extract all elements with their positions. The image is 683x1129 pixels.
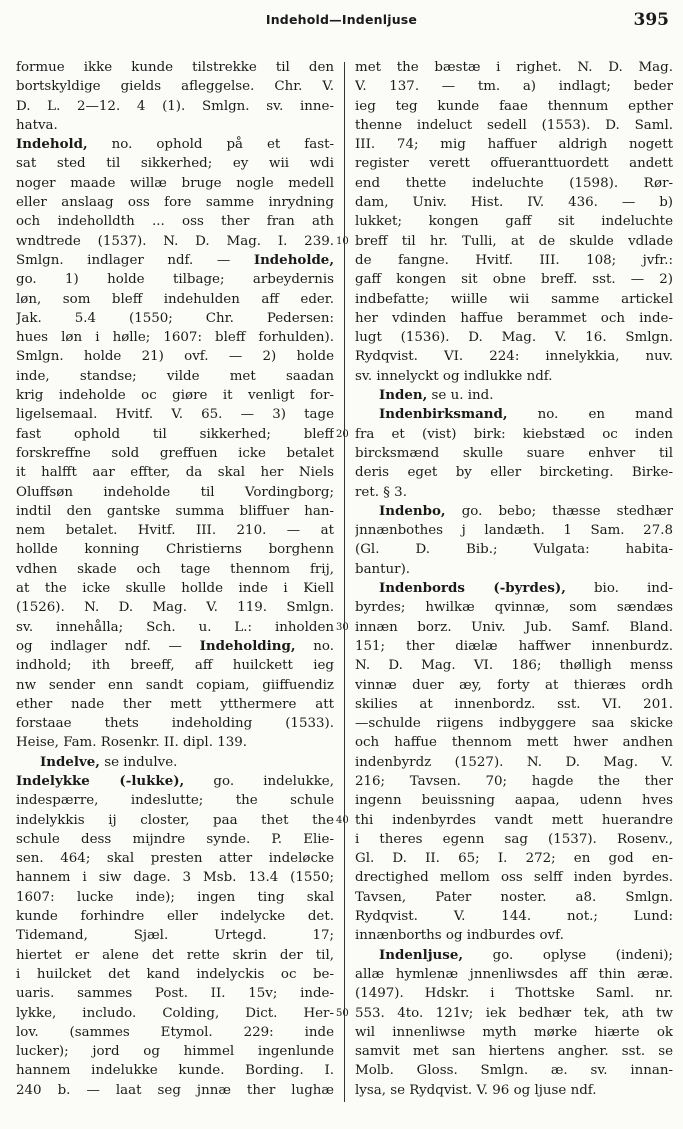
text-line [355, 830, 673, 849]
line-text: hollde konning Christierns borghenn [16, 542, 334, 558]
text-line [355, 868, 673, 887]
text-line [355, 907, 673, 926]
line-text: Smlgn. indlager ndf. — [16, 252, 254, 268]
line-text: 553. 4to. 121v; iek bedhær tek, ath tw [355, 1005, 673, 1021]
text-line [16, 946, 334, 965]
line-text: lucker); jord og himmel ingenlunde [16, 1044, 334, 1060]
text-line [16, 868, 334, 887]
text-line [16, 1042, 334, 1061]
line-text: met the bæstæ i righet. N. D. Mag. [355, 60, 673, 75]
page-number: 395 [633, 10, 669, 30]
text-line [16, 637, 334, 656]
line-text: de fangne. Hvitf. III. 108; jvfr.: [355, 252, 673, 268]
text-line [16, 463, 334, 482]
text-line [16, 579, 334, 598]
headword: Indelykke (-lukke), [16, 772, 185, 789]
text-line [355, 212, 673, 231]
line-text: inde, standse; vilde met saadan [16, 368, 334, 384]
text-line [355, 714, 673, 733]
line-text: allæ hymlenæ jnnenliwsdes aff thin æræ. [355, 966, 673, 982]
text-line [16, 270, 334, 289]
text-line [16, 618, 334, 637]
text-line [16, 212, 334, 231]
line-text: innæn borz. Univ. Jub. Samf. Bland. [355, 619, 673, 635]
text-line [355, 753, 673, 772]
text-line [355, 425, 673, 444]
text-line [355, 116, 673, 135]
line-text: go. indelukke, [184, 773, 334, 789]
text-line [16, 753, 334, 772]
line-text: wil innenliwse myth mørke hiærte ok [355, 1024, 673, 1040]
text-line [16, 714, 334, 733]
line-text: innænborths og indburdes ovf. [355, 928, 564, 944]
text-line [355, 367, 673, 386]
text-line [355, 984, 673, 1003]
text-line [355, 174, 673, 193]
line-text: drectighed mellom oss selff inden byrdes. [355, 870, 673, 886]
text-line [16, 811, 334, 830]
text-line [16, 907, 334, 926]
text-line [16, 251, 334, 270]
headword: Indenbirksmand, [379, 406, 508, 423]
text-line [355, 521, 673, 540]
line-text: ether nade ther mett ytthermere att [16, 696, 334, 712]
line-text: schule dess mijndre synde. P. Elie- [16, 831, 334, 847]
text-line [16, 58, 334, 77]
text-line [355, 772, 673, 791]
text-line [16, 483, 334, 502]
line-text: indenbyrdz (1527). N. D. Mag. V. [355, 754, 673, 770]
line-text: Jak. 5.4 (1550; Chr. Pedersen: [16, 310, 334, 326]
text-line [355, 270, 673, 289]
line-text: no. [295, 638, 334, 654]
line-text: (Gl. D. Bib.; Vulgata: habita- [355, 542, 673, 558]
line-text: bircksmænd skulle suare enhver til [355, 445, 673, 461]
line-text: thenne indeluct sedell (1553). D. Saml. [355, 117, 673, 133]
line-text: go. bebo; thæsse stedhær [445, 503, 673, 519]
line-text: vdhen skade och tage thennom frij, [16, 561, 334, 577]
line-text: hiertet er alene det rette skrin der til, [16, 947, 334, 963]
text-line [355, 1042, 673, 1061]
line-text: bortskyldige gields afleggelse. Chr. V. [16, 79, 334, 95]
line-text: formue ikke kunde tilstrekke til den [16, 60, 334, 75]
line-text: end thette indeluchte (1598). Rør- [355, 175, 673, 191]
right-text-column [355, 58, 673, 1100]
text-line [16, 386, 334, 405]
line-text: Rydqvist. VI. 224: innelykkia, nuv. [355, 349, 673, 365]
text-line [16, 116, 334, 135]
line-text: breff til hr. Tulli, at de skulde vdlade [355, 233, 673, 249]
text-line [355, 483, 673, 502]
line-text: no. ophold på et fast- [87, 137, 334, 153]
line-text: se u. ind. [427, 388, 494, 404]
headword: Indenbo, [379, 502, 446, 519]
text-line [355, 965, 673, 984]
text-line [16, 540, 334, 559]
text-line [355, 97, 673, 116]
line-text: fast ophold til sikkerhed; bleff [16, 426, 334, 442]
text-line [355, 540, 673, 559]
headword: Indelve, [40, 753, 100, 770]
line-text: at the icke skulle hollde inde i Kiell [16, 581, 334, 597]
text-line [355, 58, 673, 77]
line-text: V. 137. — tm. a) indlagt; beder [355, 79, 673, 95]
line-text: lov. (sammes Etymol. 229: inde [16, 1024, 334, 1040]
line-text: og indlager ndf. — [16, 638, 200, 654]
text-line [355, 328, 673, 347]
text-line [355, 347, 673, 366]
text-line [355, 232, 673, 251]
line-number: 40 [336, 815, 349, 826]
text-line [16, 1023, 334, 1042]
text-line [16, 174, 334, 193]
text-line [355, 791, 673, 810]
line-text: N. D. Mag. VI. 186; thølligh menss [355, 658, 673, 674]
line-text: sv. innelyckt og indlukke ndf. [355, 368, 553, 384]
text-line [355, 444, 673, 463]
text-line [355, 926, 673, 945]
line-text: byrdes; hwilkæ qvinnæ, som sændæs [355, 600, 673, 616]
line-text: Gl. D. II. 65; I. 272; en god en- [355, 851, 673, 867]
line-text: ligelsemaal. Hvitf. V. 65. — 3) tage [16, 407, 334, 423]
text-line [355, 405, 673, 424]
line-text: sv. innehålla; Sch. u. L.: inholden [16, 619, 334, 635]
text-line [16, 656, 334, 675]
text-line [16, 97, 334, 116]
text-line [355, 290, 673, 309]
running-title: Indehold—Indenljuse [265, 12, 418, 27]
line-text: thi indenbyrdes vandt mett huerandre [355, 812, 673, 828]
line-text: eller anslaag oss fore samme inrydning [16, 195, 334, 211]
text-line [16, 1081, 334, 1100]
line-text: ingenn beuissning aapaa, udenn hves [355, 793, 673, 809]
text-line [16, 830, 334, 849]
line-text: it halfft aar effter, da skal her Niels [16, 465, 334, 481]
line-number: 20 [336, 429, 349, 440]
text-line [355, 154, 673, 173]
text-line [355, 656, 673, 675]
line-text: skilies at innenbordz. sst. VI. 201. [355, 696, 673, 712]
line-text: løn, som bleff indehulden aff eder. [16, 291, 334, 307]
text-line [355, 193, 673, 212]
text-line [16, 560, 334, 579]
line-text: krig indeholde oc giøre it venligt for- [16, 388, 334, 404]
line-text: wndtrede (1537). N. D. Mag. I. 239. [16, 233, 334, 249]
text-line [355, 135, 673, 154]
line-text: lugt (1536). D. Mag. V. 16. Smlgn. [355, 330, 673, 346]
column-divider [344, 62, 345, 1102]
text-line [16, 425, 334, 444]
line-text: 240 b. — laat seg jnnæ ther lughæ [16, 1082, 334, 1098]
line-text: Molb. Gloss. Smlgn. æ. sv. innan- [355, 1063, 673, 1079]
left-text-column [16, 58, 334, 1100]
line-text: Tidemand, Sjæl. Urtegd. 17; [16, 928, 334, 944]
line-text: se indulve. [99, 754, 178, 770]
line-text: ieg teg kunde faae thennum epther [355, 98, 673, 114]
text-line [16, 676, 334, 695]
text-line [16, 347, 334, 366]
text-line [355, 77, 673, 96]
line-text: Smlgn. holde 21) ovf. — 2) holde [16, 349, 334, 365]
text-line [355, 618, 673, 637]
line-text: uaris. sammes Post. II. 15v; inde- [16, 986, 334, 1002]
text-line [16, 849, 334, 868]
line-text: D. L. 2—12. 4 (1). Smlgn. sv. inne- [16, 98, 334, 114]
line-text: Tavsen, Pater noster. a8. Smlgn. [355, 889, 673, 905]
headword: Indenljuse, [379, 946, 464, 963]
line-text: (1497). Hdskr. i Thottske Saml. nr. [355, 986, 673, 1002]
text-line [355, 811, 673, 830]
text-line [355, 676, 673, 695]
text-line [16, 232, 334, 251]
line-text: och haffue thennom mett hwer andhen [355, 735, 673, 751]
text-line [16, 598, 334, 617]
text-line [355, 733, 673, 752]
line-text: lukket; kongen gaff sit indeluchte [355, 214, 673, 230]
line-text: deris eget by eller bircketing. Birke- [355, 465, 673, 481]
line-text: bantur). [355, 561, 411, 577]
line-text: indelykkis ij closter, paa thet the [16, 812, 334, 828]
line-text: och indeholldth ... oss ther fran ath [16, 214, 334, 230]
line-text: forskreffne sold greffuen icke betalet [16, 445, 334, 461]
line-text: indespærre, indeslutte; the schule [16, 793, 334, 809]
line-text: bio. ind- [565, 581, 673, 597]
line-text: —schulde riigens indbyggere saa skicke [355, 716, 673, 732]
line-text: hannem i siw dage. 3 Msb. 13.4 (1550; [16, 870, 334, 886]
line-text: fra et (vist) birk: kiebstæd oc inden [355, 426, 673, 442]
text-line [355, 386, 673, 405]
line-text: Heise, Fam. Rosenkr. II. dipl. 139. [16, 735, 248, 751]
line-number: 10 [336, 236, 349, 247]
line-text: nem betalet. Hvitf. III. 210. — at [16, 523, 334, 539]
text-line [16, 444, 334, 463]
text-line [16, 405, 334, 424]
line-text: hatva. [16, 117, 58, 133]
text-line [355, 1081, 673, 1100]
line-text: go. oplyse (indeni); [463, 947, 673, 963]
text-line [16, 888, 334, 907]
line-text: gaff kongen sit obne breff. sst. — 2) [355, 272, 673, 288]
line-text: hannem indelukke kunde. Bording. I. [16, 1063, 334, 1079]
line-text: her vdinden haffue berammet och inde- [355, 310, 673, 326]
text-line [355, 849, 673, 868]
text-line [16, 733, 334, 752]
headword: Indeholding, [199, 637, 296, 654]
text-line [355, 579, 673, 598]
headword: Indehold, [16, 136, 88, 153]
text-line [355, 1023, 673, 1042]
line-text: 1607: lucke inde); ingen ting skal [16, 889, 334, 905]
text-line [355, 251, 673, 270]
text-line [16, 1061, 334, 1080]
line-text: i theres egenn sag (1537). Rosenv., [355, 831, 673, 847]
line-text: forstaae thets indeholding (1533). [16, 716, 334, 732]
line-text: go. 1) holde tilbage; arbeydernis [16, 272, 334, 288]
line-text: nw sender enn sandt copiam, giiffuendiz [16, 677, 334, 693]
text-line [16, 309, 334, 328]
line-text: register verett offueranttuordett andett [355, 156, 673, 172]
line-text: i huilcket det kand indelyckis oc be- [16, 966, 334, 982]
text-line [16, 926, 334, 945]
text-line [355, 598, 673, 617]
line-text: samvit met san hiertens angher. sst. se [355, 1044, 673, 1060]
line-text: hues løn i hølle; 1607: bleff forhulden). [16, 330, 334, 346]
line-text: III. 74; mig haffuer aldrigh nogett [355, 137, 673, 153]
line-text: kunde forhindre eller indelycke det. [16, 909, 334, 925]
headword: Indeholde, [253, 251, 334, 268]
line-text: Oluffsøn indeholde til Vordingborg; [16, 484, 334, 500]
text-line [16, 1004, 334, 1023]
text-line [355, 1061, 673, 1080]
line-text: sat sted til sikkerhed; ey wii wdi [16, 156, 334, 172]
headword: Indenbords (-byrdes), [379, 580, 566, 597]
text-line [16, 502, 334, 521]
text-line [16, 772, 334, 791]
text-line [16, 521, 334, 540]
text-line [16, 791, 334, 810]
text-line [355, 888, 673, 907]
text-line [16, 193, 334, 212]
text-line [355, 1004, 673, 1023]
line-text: indhold; ith breeff, aff huilckett ieg [16, 658, 334, 674]
text-line [16, 135, 334, 154]
line-number: 50 [336, 1008, 349, 1019]
line-text: indtil den gantske summa bliffuer han- [16, 503, 334, 519]
line-text: ret. § 3. [355, 484, 407, 500]
text-line [355, 502, 673, 521]
text-line [16, 965, 334, 984]
line-text: lysa, se Rydqvist. V. 96 og ljuse ndf. [355, 1082, 597, 1098]
headword: Inden, [379, 387, 428, 404]
text-line [16, 328, 334, 347]
text-line [355, 309, 673, 328]
line-text: jnnænbothes j landæth. 1 Sam. 27.8 [355, 523, 673, 539]
line-text: vinnæ duer æy, forty at thieræs ordh [355, 677, 673, 693]
text-line [355, 946, 673, 965]
text-line [16, 367, 334, 386]
line-text: 216; Tavsen. 70; hagde the ther [355, 773, 673, 789]
line-text: dam, Univ. Hist. IV. 436. — b) [355, 195, 673, 211]
text-line [355, 637, 673, 656]
text-line [355, 695, 673, 714]
page-header [0, 10, 683, 38]
text-line [16, 77, 334, 96]
line-text: indbefatte; wiille wii samme artickel [355, 291, 673, 307]
text-line [16, 984, 334, 1003]
line-text: lykke, includo. Colding, Dict. Her- [16, 1005, 334, 1021]
line-text: noger maade willæ bruge nogle medell [16, 175, 334, 191]
line-text: 151; ther diælæ haffwer innenburdz. [355, 638, 673, 654]
line-text: no. en mand [507, 407, 673, 423]
text-line [355, 463, 673, 482]
text-line [16, 290, 334, 309]
text-line [355, 560, 673, 579]
line-text: sen. 464; skal presten atter indeløcke [16, 851, 334, 867]
line-text: Rydqvist. V. 144. not.; Lund: [355, 909, 673, 925]
line-number: 30 [336, 622, 349, 633]
line-text: (1526). N. D. Mag. V. 119. Smlgn. [16, 600, 334, 616]
text-line [16, 695, 334, 714]
text-line [16, 154, 334, 173]
